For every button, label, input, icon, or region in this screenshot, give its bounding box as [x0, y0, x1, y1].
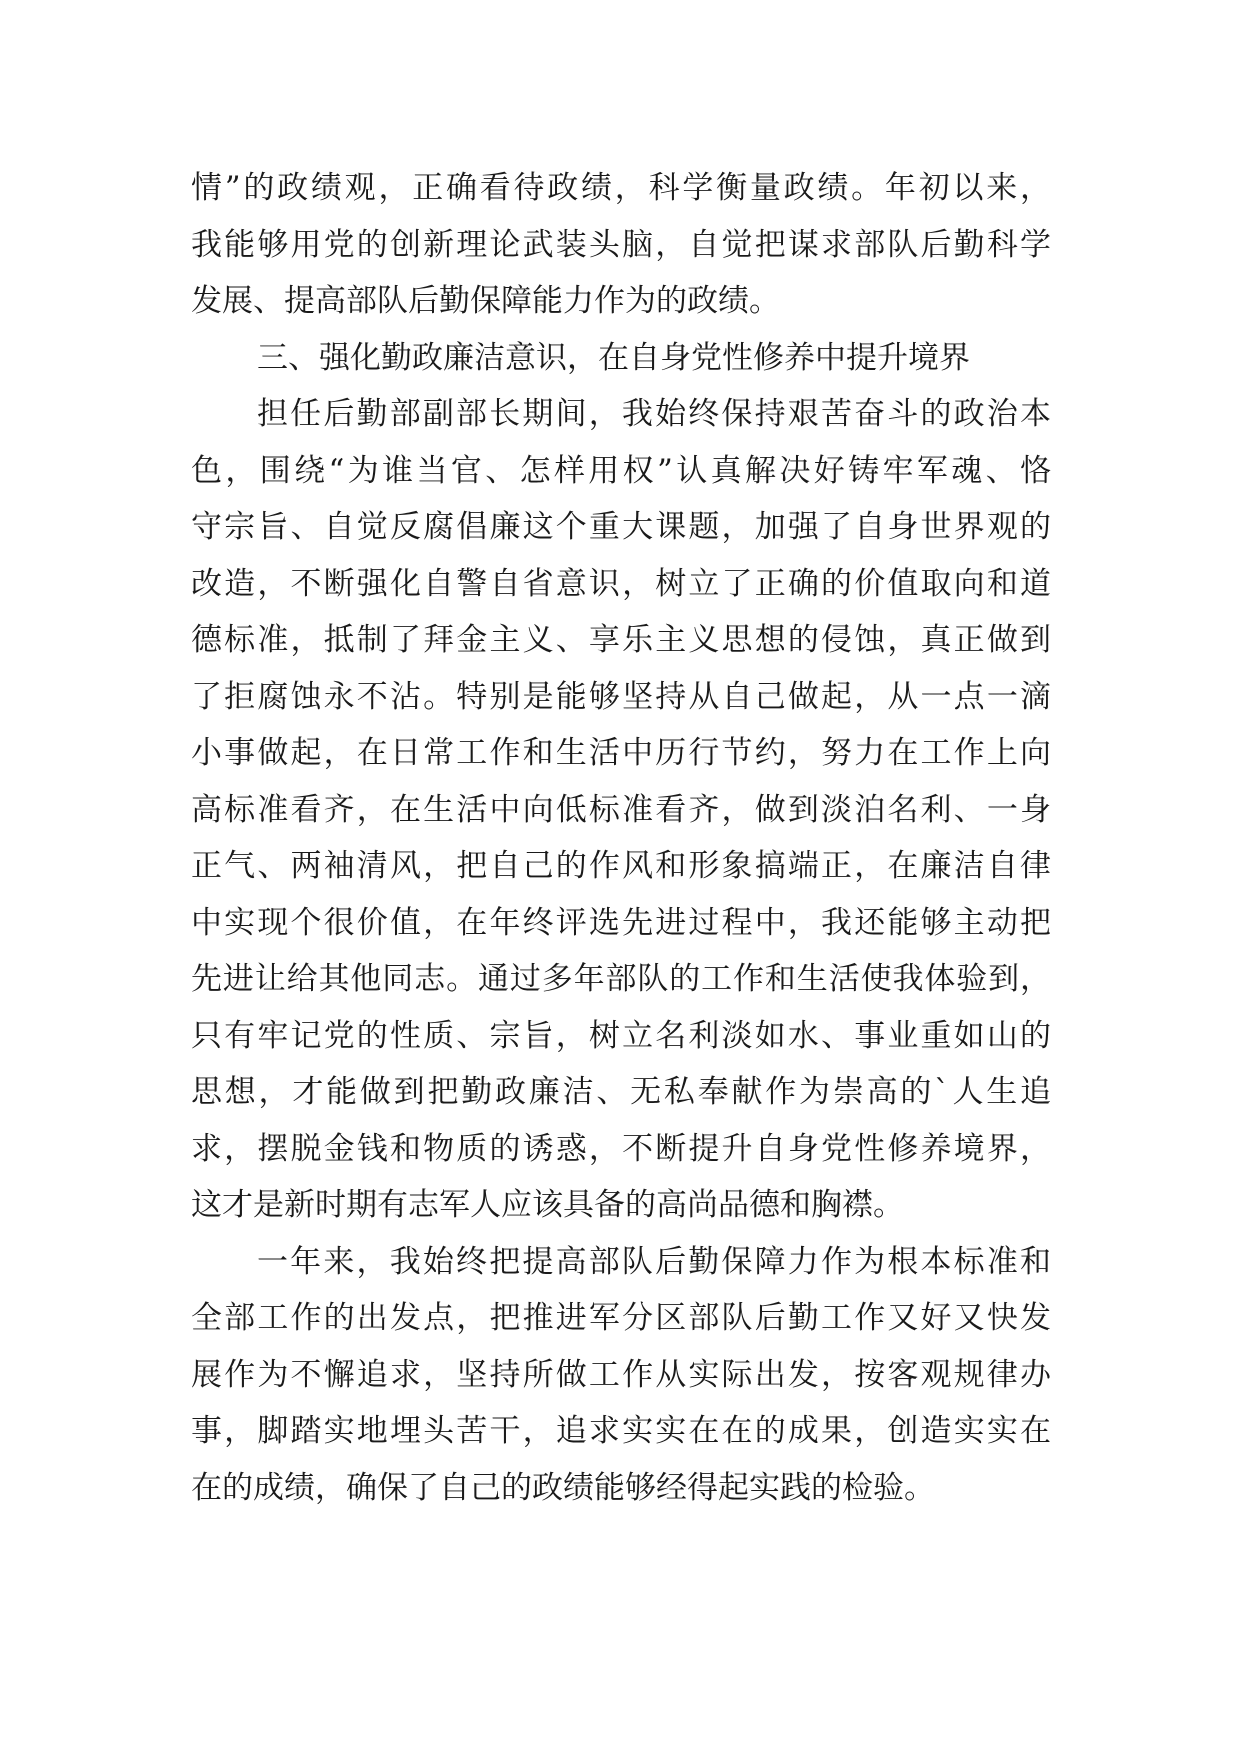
text-line: 在的成绩，确保了自己的政绩能够经得起实践的检验。: [191, 1469, 935, 1506]
text-line: 事，脚踏实地埋头苦干，追求实实在在的成果，创造实实在: [191, 1413, 1051, 1449]
text-line: 正气、两袖清风，把自己的作风和形象搞端正，在廉洁自律: [191, 848, 1051, 884]
text-line: 全部工作的出发点，把推进军分区部队后勤工作又好又快发: [191, 1300, 1051, 1336]
text-line: 色，围绕“为谁当官、怎样用权”认真解决好铸牢军魂、恪: [191, 452, 1051, 489]
text-line: 守宗旨、自觉反腐倡廉这个重大课题，加强了自身世界观的: [191, 509, 1051, 545]
text-line: 中实现个很价值，在年终评选先进过程中，我还能够主动把: [191, 904, 1051, 941]
text-line: 只有牢记党的性质、宗旨，树立名利淡如水、事业重如山的: [191, 1017, 1051, 1054]
text-line: 发展、提高部队后勤保障能力作为的政绩。: [191, 283, 780, 319]
document-body: [191, 160, 1051, 1516]
text-line: 求，摆脱金钱和物质的诱惑，不断提升自身党性修养境界，: [191, 1130, 1051, 1167]
paragraph-2: [191, 386, 1051, 1234]
text-line: 展作为不懈追求，坚持所做工作从实际出发，按客观规律办: [191, 1356, 1051, 1393]
text-line: 情”的政绩观，正确看待政绩，科学衡量政绩。年初以来，: [191, 170, 1051, 206]
text-line: 一年来，我始终把提高部队后勤保障力作为根本标准和: [257, 1243, 1051, 1280]
text-line: 德标准，抵制了拜金主义、享乐主义思想的侵蚀，真正做到: [191, 622, 1051, 658]
text-line: 思想，才能做到把勤政廉洁、无私奉献作为崇高的`人生追: [191, 1074, 1051, 1110]
text-line: 了拒腐蚀永不沾。特别是能够坚持从自己做起，从一点一滴: [191, 678, 1051, 715]
section-heading: [191, 330, 1051, 387]
paragraph-1: [191, 160, 1051, 330]
text-line: 担任后勤部副部长期间，我始终保持艰苦奋斗的政治本: [257, 396, 1051, 432]
text-line: 小事做起，在日常工作和生活中历行节约，努力在工作上向: [191, 735, 1051, 771]
text-line: 改造，不断强化自警自省意识，树立了正确的价值取向和道: [191, 565, 1051, 602]
paragraph-3: [191, 1234, 1051, 1517]
text-line: 先进让给其他同志。通过多年部队的工作和生活使我体验到，: [191, 961, 1051, 997]
text-line: 高标准看齐，在生活中向低标准看齐，做到淡泊名利、一身: [191, 791, 1051, 828]
text-line: 这才是新时期有志军人应该具备的高尚品德和胸襟。: [191, 1187, 904, 1223]
heading-text: 三、强化勤政廉洁意识，在自身党性修养中提升境界: [257, 339, 970, 376]
text-line: 我能够用党的创新理论武装头脑，自觉把谋求部队后勤科学: [191, 226, 1051, 263]
